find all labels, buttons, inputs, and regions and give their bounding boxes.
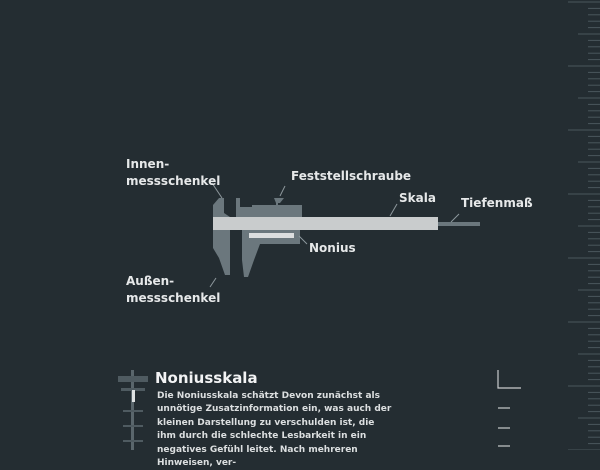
outer-jaw-fixed xyxy=(213,230,230,275)
inner-jaw-sliding xyxy=(236,198,252,217)
vernier-scale xyxy=(249,233,294,238)
leader-tiefenmass xyxy=(451,214,459,222)
label-feststellschraube: Feststellschraube xyxy=(291,169,412,183)
corner-marks xyxy=(495,368,525,450)
label-nonius: Nonius xyxy=(309,241,356,255)
label-skala: Skala xyxy=(399,191,436,205)
label-innenmessschenkel: Innen- messschenkel xyxy=(126,157,221,188)
caliper-small-icon xyxy=(115,370,150,450)
label-tiefenmass: Tiefenmaß xyxy=(461,196,533,210)
section-body: Die Noniusskala schätzt Devon zunächst als unnötige Zusatzinformation ein, was auch der kleinen Darstellung zu verschulden ist, die ihm durch die schlechte Lesbarkeit in ein negatives Gefühl leitet. Nach mehreren Hinweisen, ver- xyxy=(157,391,392,469)
slider-top xyxy=(252,205,302,217)
leader-feststell xyxy=(280,186,285,196)
label-aussenmessschenkel: Außen- messschenkel xyxy=(126,274,221,305)
locking-screw xyxy=(274,198,284,205)
section-title: Noniusskala xyxy=(155,369,258,387)
outer-jaw-sliding xyxy=(242,244,260,277)
leader-nonius xyxy=(299,236,307,244)
inner-jaw-fixed xyxy=(213,198,230,217)
main-beam xyxy=(213,217,438,230)
leader-skala xyxy=(390,204,397,216)
depth-rod xyxy=(438,222,480,226)
